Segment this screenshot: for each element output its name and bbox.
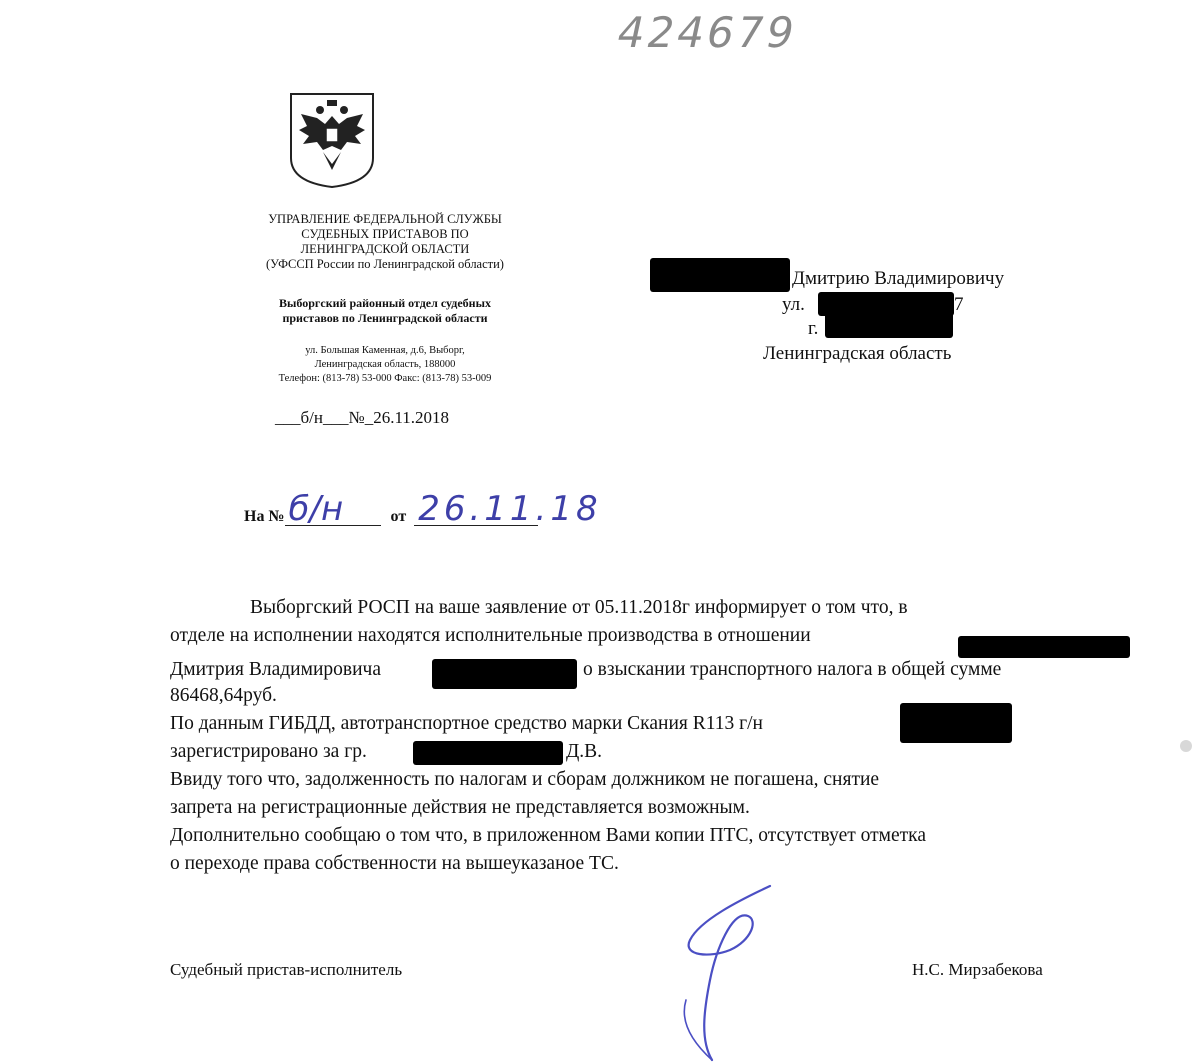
org-phone-line: Телефон: (813-78) 53-000 Факс: (813-78) 53-009 — [278, 373, 492, 384]
org-title — [215, 212, 555, 272]
org-dept-line: Выборгский районный отдел судебных — [279, 296, 491, 310]
redaction-block — [413, 741, 563, 765]
reference-number-handwritten: б/н — [288, 489, 344, 529]
org-department — [215, 296, 555, 326]
handwritten-signature — [620, 880, 840, 1062]
redaction-block — [825, 312, 953, 338]
org-dept-line: приставов по Ленинградской области — [282, 311, 488, 325]
body-line-7: Ввиду того что, задолженность по налогам и сборам должником не погашена, снятие — [170, 769, 880, 790]
body-line-5: По данным ГИБДД, автотранспортное средство марки Скания R113 г/н — [170, 713, 763, 734]
redaction-block — [900, 703, 1012, 743]
org-address — [215, 344, 555, 386]
coat-of-arms-icon — [287, 90, 377, 190]
org-title-line: (УФССП России по Ленинградской области) — [266, 257, 504, 271]
body-line-4: 86468,64руб. — [170, 685, 277, 706]
reference-date-field — [414, 489, 602, 529]
signer-name: Н.С. Мирзабекова — [912, 960, 1043, 979]
outgoing-number-date: ___б/н___№_26.11.2018 — [275, 408, 450, 427]
org-address-line: ул. Большая Каменная, д.6, Выборг, — [305, 345, 465, 356]
registration-stamp-number: 424679 — [612, 8, 802, 57]
body-line-10: о переходе права собственности на вышеуказаное ТС. — [170, 853, 619, 874]
reference-number-field — [285, 489, 381, 529]
org-address-line: Ленинградская область, 188000 — [314, 359, 456, 370]
body-line-1: Выборгский РОСП на ваше заявление от 05.11.2018г информирует о том что, в — [250, 597, 908, 618]
body-line-6b: Д.В. — [566, 741, 603, 762]
recipient-name: Дмитрию Владимировичу — [792, 268, 1005, 289]
redaction-block — [650, 258, 790, 292]
recipient-street-suffix: 7 — [954, 294, 964, 315]
reference-number-label: На № — [244, 508, 285, 525]
recipient-region: Ленинградская область — [763, 343, 952, 364]
reference-date-label: от — [390, 508, 407, 525]
org-title-line: СУДЕБНЫХ ПРИСТАВОВ ПО — [301, 227, 469, 241]
recipient-city-prefix: г. — [808, 318, 819, 339]
body-line-3b: о взыскании транспортного налога в общей сумме — [583, 659, 1002, 680]
redaction-block — [432, 659, 577, 689]
body-line-9: Дополнительно сообщаю о том что, в приложенном Вами копии ПТС, отсутствует отметка — [170, 825, 926, 846]
scan-artifact — [1180, 740, 1192, 752]
body-line-2: отделе на исполнении находятся исполнительные производства в отношении — [170, 625, 811, 646]
recipient-street-prefix: ул. — [782, 294, 805, 315]
reference-line — [244, 489, 602, 529]
org-title-line: ЛЕНИНГРАДСКОЙ ОБЛАСТИ — [300, 242, 470, 256]
body-line-3a: Дмитрия Владимировича — [170, 659, 381, 680]
signer-title: Судебный пристав-исполнитель — [170, 960, 403, 979]
redaction-block — [958, 636, 1130, 658]
body-line-6a: зарегистрировано за гр. — [170, 741, 367, 762]
org-title-line: УПРАВЛЕНИЕ ФЕДЕРАЛЬНОЙ СЛУЖБЫ — [268, 212, 502, 226]
body-line-8: запрета на регистрационные действия не представляется возможным. — [170, 797, 750, 818]
reference-date-handwritten: 26.11.18 — [418, 489, 602, 529]
